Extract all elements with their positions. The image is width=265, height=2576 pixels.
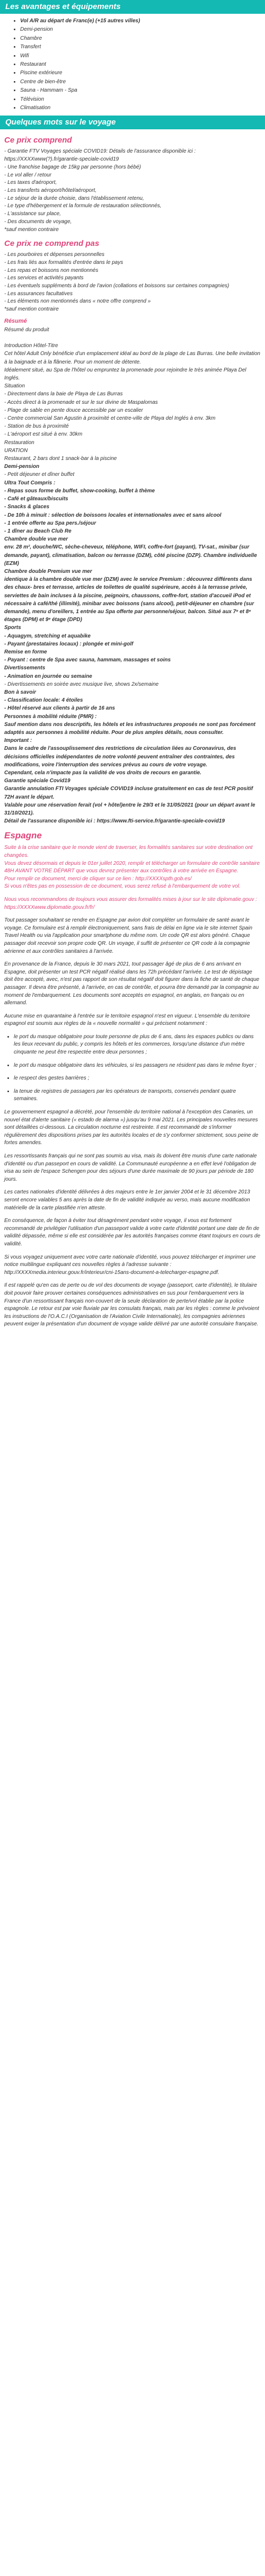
advantages-banner: Les avantages et équipements <box>0 0 265 14</box>
summary-line: Introduction Hôtel-Titre <box>4 343 58 349</box>
summary-line: Important : <box>4 738 32 744</box>
summary-line: Restaurant, 2 bars dont 1 snack-bar à la piscine <box>4 456 117 462</box>
spain-paragraph: Aucune mise en quarantaine à l'entrée sur le territoire espagnol n'est en vigueur. L'ensemble du territoire espagnol est soumis aux règles de la « nouvelle normalité » qui précisent notamment : <box>4 1013 250 1027</box>
spain-paragraph: Il est rappelé qu'en cas de perte ou de vol des documents de voyage (passeport, carte d'identité), le titulaire doit pouvoir faire prouver certaines conséquences administratives en sus pour l'embarquement vers la France d'un ressortissant français non-couvert de la seule déclaration de perte/vol établie par la police espagnole. Le retour est par voie fluviale par les consulats français, mais par les règles : comme le prévoient les instructions de l'O.A.C.I (Organisation de l'Aviation Civile Internationale), les compagnies aériennes peuvent exiger la présentation d'un document de voyage valide délivré par une autorité consulaire française. <box>4 1282 259 1327</box>
spain-rule-item: • le port du masque obligatoire dans les véhicules, si les passagers ne résident pas dans le même foyer ; <box>14 1062 261 1070</box>
summary-line <box>4 334 261 342</box>
summary-line: - 1 entrée offerte au Spa pers./séjour <box>4 520 96 526</box>
spain-diplomatie-note: Nous vous recommandons de toujours vous assurer des formalités mises à jour sur le site diplomatie.gouv : https://XXXXwww.diplomatie.gouv.fr/fr/ <box>4 896 257 910</box>
includes-line: - Le séjour de la durée choisie, dans l'établissement retenu, <box>4 195 144 201</box>
includes-line: - L'assistance sur place, <box>4 211 61 217</box>
summary-line: - Directement dans la baie de Playa de Las Burras <box>4 391 123 397</box>
summary-line: Divertissements <box>4 665 46 671</box>
excludes-line: - Les frais liés aux formalités d'entrée dans le pays <box>4 259 123 265</box>
excludes-line: - Les éventuels suppléments à bord de l'avion (collations et boissons sur certaines compagnies) <box>4 283 229 289</box>
summary-line: - Accès direct à la promenade et sur le sur divine de Maspalomas <box>4 399 158 405</box>
spain-rule-item: • le port du masque obligatoire pour toute personne de plus de 6 ans, dans les espaces publics ou dans les lieux recevant du public, y compris les hôtels et les commerces, lorsqu'une distance d'un mètre cinquante ne peut être respectée entre deux personnes ; <box>14 1033 261 1057</box>
spain-formalities <box>4 917 261 1028</box>
includes-line: *sauf mention contraire <box>4 226 59 233</box>
spain-paragraph: En conséquence, de façon à éviter tout désagrément pendant votre voyage, il vous est fortement recommandé de privilégier l'utilisation d'un passeport valide à votre carte d'identité portant une date de fin de validité dépassée, même si elle est considérée par les autorités françaises comme étant toujours en cours de validité. <box>4 1218 261 1247</box>
summary-line: Ultra Tout Compris : <box>4 480 56 486</box>
excludes-heading: Ce prix ne comprend pas <box>4 239 100 249</box>
details-banner: Quelques mots sur le voyage <box>0 116 265 129</box>
advantage-item: • Télévision <box>20 95 265 104</box>
summary-line: - Aquagym, stretching et aquabike <box>4 633 91 639</box>
spain-notice-line: Pour remplir ce document, merci de cliquer sur ce lien : http://XXXXspth.gob.es/ <box>4 875 192 882</box>
advantage-item: • Restaurant <box>20 60 265 69</box>
excludes-line: *sauf mention contraire <box>4 306 59 313</box>
summary-line: Cet hôtel Adult Only bénéficie d'un emplacement idéal au bord de la plage de Las Burras. Une belle invitation à la baignade et à la flânerie. Pour un moment de détente. <box>4 351 260 365</box>
summary-line: env. 28 m², douche/WC, sèche-cheveux, téléphone, WIFI, coffre-fort (payant), TV-sat., minibar (sur demande, payant), climatisation, balcon ou terrasse (DZM), côté piscine (DZP). Chambre individuelle (EZM) <box>4 544 257 566</box>
summary-line: identique à la chambre double vue mer (DZM) avec le service Premium : découvrez différents dans des chaux- bres et terrasse, articles de toilettes de qualité supérieure, accès à la terrasse privée, serviettes de bain incluses à la piscine, peignoirs, chaussons, coffre-fort, station d'accueil iPod et nécessaire à café/thé (illimité), minibar avec boissons (sans alcool), petit-déjeuner en chambre (sur demande), menu d'oreillers, 1 entrée au Spa offerte par personne/séjour, balcon. Situé aux 7ᵉ et 8ᵉ étages (DPM) et 9ᵉ étage (DPD) <box>4 577 254 623</box>
spain-notice-line: Vous devez désormais et depuis le 01er juillet 2020, remplir et télécharger un formulaire de contrôle sanitaire 48H AVANT VOTRE DÉPART que vous devrez présenter aux contrôles à votre arrivée en Espagne. <box>4 860 260 874</box>
spain-paragraph: En provenance de la France, depuis le 30 mars 2021, tout passager âgé de plus de 6 ans arrivant en Espagne, doit présenter un test PCR négatif réalisé dans les 72h précédant l'arrivée. Le test de dépistage doit être accepté, avec, n'est pas rapport de son résultat négatif doit figurer dans la fiche de santé de chaque passager. Il devra être présenté, à l'arrivée, en cas de contrôle, et pourra être demandé par la compagnie au moment de l'embarquement. Les documents sont acceptés en espagnol, en anglais, en français ou en allemand. <box>4 961 260 1006</box>
spain-rules-list <box>4 1033 261 1103</box>
summary-line: - L'aéroport est situé à env. 30km <box>4 431 83 438</box>
summary-heading: Résumé <box>4 317 27 324</box>
spain-notice-line: Si vous n'êtes pas en possession de ce document, vous serez refusé à l'embarquement de votre vol. <box>4 883 241 890</box>
summary-line: Résumé du produit <box>4 326 49 333</box>
excludes-line: - Les repas et boissons non mentionnés <box>4 267 99 273</box>
summary-line: Cependant, cela n'impacte pas la validité de vos droits de recours en garantie. <box>4 770 201 776</box>
includes-line: - Une franchise bagage de 15kg par personne (hors bébé) <box>4 164 141 170</box>
summary-line: - Station de bus à proximité <box>4 423 69 430</box>
advantage-item: • Climatisation <box>20 104 265 112</box>
excludes-line: - Les services et activités payants <box>4 275 84 281</box>
excludes-line: - Les assurances facultatives <box>4 290 73 297</box>
details-section <box>0 136 265 1328</box>
includes-line: - Le vol aller / retour <box>4 172 51 178</box>
summary-line: Bon à savoir <box>4 689 37 695</box>
excludes-line: - Les éléments non mentionnés dans « notre offre comprend » <box>4 298 151 305</box>
advantages-list <box>0 14 265 116</box>
summary-line: - Petit déjeuner et dîner buffet <box>4 472 75 478</box>
summary-line: - Repas sous forme de buffet, show-cooking, buffet à thème <box>4 488 155 494</box>
summary-line: - Classification locale: 4 étoiles <box>4 697 83 704</box>
includes-line: - Garantie FTV Voyages spéciale COVID19: Détails de l'assurance disponible ici : https://XXXXwww(?).fr/garantie-speciale-covid19 <box>4 148 196 163</box>
summary-line: Idéalement situé, au Spa de l'hôtel ou empruntez la promenade pour rejoindre le très animée Playa Del Inglés. <box>4 367 246 382</box>
summary-line: Sports <box>4 625 21 631</box>
advantage-item: • Vol A/R au départ de Franc(e) (+15 autres villes) <box>20 17 265 25</box>
spain-paragraph: Le gouvernement espagnol a décrété, pour l'ensemble du territoire national à l'exception des Canaries, un nouvel état d'alerte sanitaire (« estado de alarma ») jusqu'au 9 mai 2021. Les principales nouvelles mesures sont détaillées ci-dessous. La circulation nocturne est restreinte. Il est recommandé de s'informer régulièrement des dispositions prises par les autorités locales et de s'y conformer strictement, sous peine de fortes amendes. <box>4 1109 259 1146</box>
spain-paragraph: Si vous voyagez uniquement avec votre carte nationale d'identité, vous pouvez télécharger et imprimer une notice multilingue expliquant ces nouvelles règles à l'adresse suivante : http://XXXXmedia.interieur.gouv.fr/interieur/cni-15ans-document-a-telecharger-espagne.pdf. <box>4 1254 256 1276</box>
spain-documents <box>4 1109 261 1329</box>
advantage-item: • Chambre <box>20 34 265 43</box>
summary-line: Chambre double Premium vue mer <box>4 568 92 574</box>
summary-line: - Payant : centre de Spa avec sauna, hammam, massages et soins <box>4 657 171 663</box>
includes-heading: Ce prix comprend <box>4 136 72 145</box>
summary-line: URATION <box>4 447 28 454</box>
includes-text <box>4 148 261 234</box>
summary-line: - De 10h à minuit : sélection de boissons locales et internationales avec et sans alcool <box>4 512 222 518</box>
advantage-item: • Piscine extérieure <box>20 69 265 77</box>
spain-paragraph: Les ressortissants français qui ne sont pas soumis au visa, mais ils doivent être munis d'une carte nationale d'identité ou d'un passeport en cours de validité. La Communauté européenne a en effet levé l'obligation de visa au sein de l'espace Schengen pour des séjours d'une durée maximale de 90 jours par période de 180 jours. <box>4 1153 257 1182</box>
includes-line: - Les taxes d'aéroport, <box>4 180 57 186</box>
advantage-item: • Sauna - Hammam - Spa <box>20 86 265 95</box>
advantage-item: • Centre de bien-être <box>20 78 265 86</box>
excludes-line: - Les pourboires et dépenses personnelles <box>4 252 105 258</box>
summary-line: - Café et gâteaux/biscuits <box>4 496 68 502</box>
summary-line: Dans le cadre de l'assouplissement des restrictions de circulation liées au Coronavirus, des décisions officielles indépendantes de notre volonté peuvent entraîner des contraintes, des modifications, voire l'interruption des services prévus au cours de votre voyage. <box>4 746 236 768</box>
summary-line: - Animation en journée ou semaine <box>4 673 92 679</box>
spain-rule-item: • le respect des gestes barrières ; <box>14 1075 261 1083</box>
spain-rule-item: • la tenue de registres de passagers par les opérateurs de transports, conservés pendant quatre semaines. <box>14 1088 261 1103</box>
summary-line: - Plage de sable en pente douce accessible par un escalier <box>4 407 143 413</box>
summary-line: Détail de l'assurance disponible ici : https://www.fti-service.fr/garantie-speciale-covid19 <box>4 818 225 825</box>
summary-line: - Hôtel réservé aux clients à partir de 16 ans <box>4 705 115 712</box>
spain-paragraph: Les cartes nationales d'identité délivrées à des majeurs entre le 1er janvier 2004 et le 31 décembre 2013 seront encore valables 5 ans après la date de fin de validité indiquée au verso, mais aucune modification matérielle de la carte plastifiée n'en atteste. <box>4 1189 250 1211</box>
includes-line: - Des documents de voyage, <box>4 218 72 225</box>
spain-sanitary-notice <box>4 844 261 891</box>
summary-line: - Snacks & glaces <box>4 504 50 510</box>
summary-line: Demi-pension <box>4 464 40 470</box>
summary-line: Personnes à mobilité réduite (PMR) : <box>4 713 97 720</box>
summary-line: Garantie annulation FTI Voyages spéciale COVID19 incluse gratuitement en cas de test PCR positif 72H avant le départ. <box>4 786 253 800</box>
advantage-item: • Demi-pension <box>20 25 265 34</box>
advantage-item: • Transfert <box>20 43 265 51</box>
summary-line: Valable pour une réservation ferait (vol + hôtel)entre le 29/3 et le 31/05/2021 (pour un départ avant le 31/10/2021). <box>4 802 255 817</box>
excludes-text <box>4 251 261 314</box>
summary-line: Sauf mention dans nos descriptifs, les hôtels et les infrastructures proposés ne sont pas forcément adaptés aux personnes à mobilité réduite. Pour de plus amples détails, nous consulter. <box>4 721 256 736</box>
spain-paragraph: Tout passager souhaitant se rendre en Espagne par avion doit compléter un formulaire de santé avant le voyage. Ce formulaire est à remplir électroniquement, sans frais de délai en ligne via le site internet Spain Travel Health ou via l'application pour smartphone du même nom. Un code QR est alors généré. Chaque passager doit recevoir son propre code QR. Un voyage, il suffit de présenter ce QR code à la compagnie aérienne et aux contrôles sanitaires à l'arrivée. <box>4 917 253 954</box>
includes-line: - Les transferts aéroport/hôtel/aéroport, <box>4 187 96 193</box>
spain-heading: Espagne <box>4 830 42 841</box>
spain-notice-line: Suite à la crise sanitaire que le monde vient de traverser, les formalités sanitaires sur votre destination ont changées. <box>4 845 253 859</box>
summary-line: Situation <box>4 383 25 390</box>
summary-line: - Divertissements en soirée avec musique live, shows 2x/semaine <box>4 681 159 687</box>
summary-line: - 1 dîner au Beach Club Re <box>4 528 72 534</box>
advantages-section <box>0 0 265 116</box>
summary-text <box>4 326 261 826</box>
summary-line: Remise en forme <box>4 649 47 655</box>
summary-line: Garantie spéciale Covid19 <box>4 778 70 784</box>
summary-line: Restauration <box>4 439 34 446</box>
advantage-item: • Wifi <box>20 52 265 60</box>
summary-line: Chambre double vue mer <box>4 536 68 543</box>
includes-line: - Le type d'hébergement et la formule de restauration sélectionnés, <box>4 203 162 209</box>
summary-line: - Centre commercial San Agustin à proximité et centre-ville de Playa del Inglés à env. 3km <box>4 415 216 422</box>
summary-line: - Payant (prestataires locaux) : plongée et mini-golf <box>4 641 134 647</box>
